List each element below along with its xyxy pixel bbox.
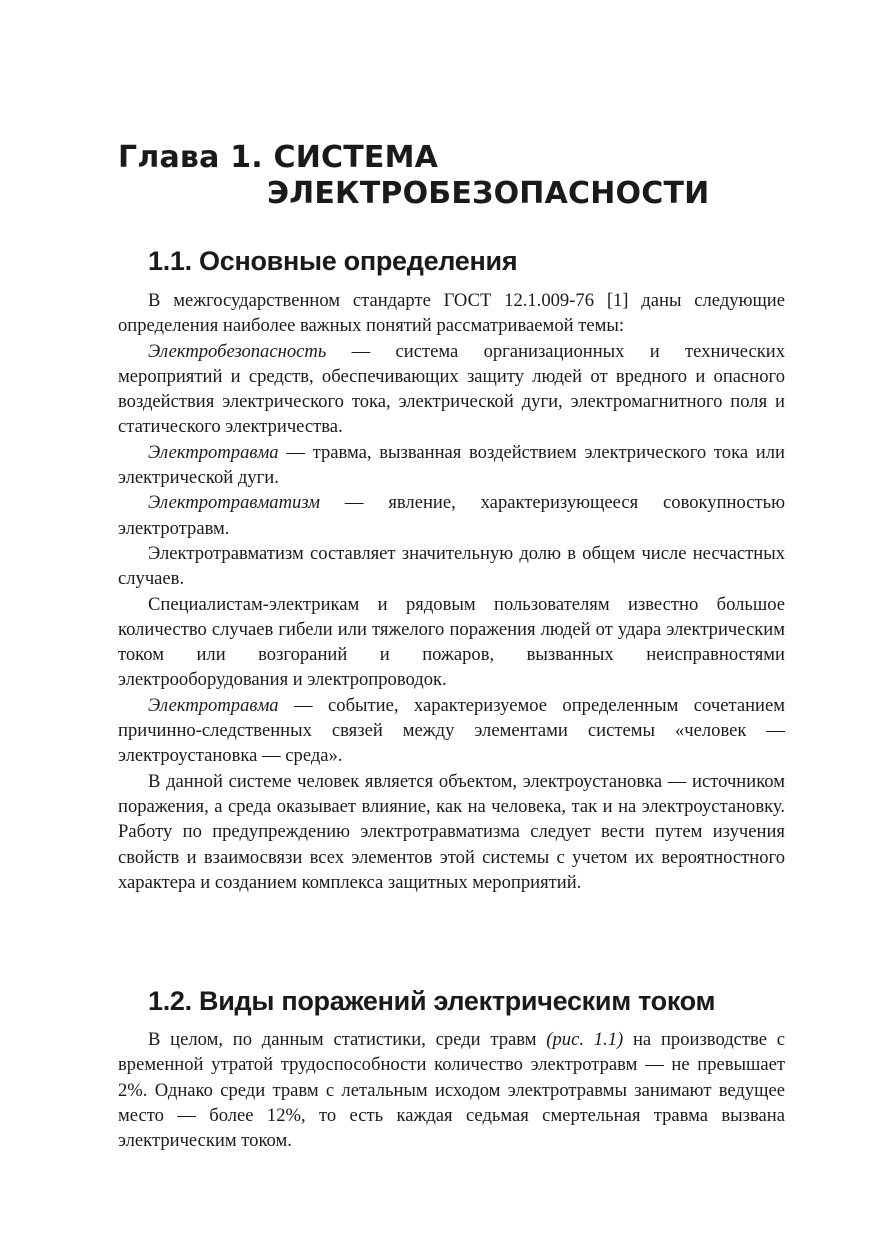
defined-term: Электротравма [148,694,279,716]
chapter-title-line-2: ЭЛЕКТРОБЕЗОПАСНОСТИ [267,176,710,211]
definition-paragraph: Электротравматизм — явление, характеризующееся совокупностью электротравм. [118,492,785,539]
definition-paragraph: Электротравма — событие, характеризуемое определенным сочетанием причинно-следственных связей между элементами системы «человек — электроустановка — среда». [118,694,785,767]
paragraph: В межгосударственном стандарте ГОСТ 12.1.009-76 [1] даны следующие определения наиболее важных понятий рассматриваемой темы: [118,290,785,337]
definition-paragraph: Электробезопасность — система организационных и технических мероприятий и средств, обеспечивающих защиту людей от вредного и опасного воздействия электрического тока, электрической дуги, электромагнитного поля и статического электричества. [118,340,785,438]
section-2-heading: 1.2. Виды поражений электрическим током [148,986,716,1016]
defined-term: Электротравма [148,441,279,463]
definition-paragraph: Электротравма — травма, вызванная воздействием электрического тока или электрической дуги. [118,441,785,489]
paragraph: Электротравматизм составляет значительную долю в общем числе несчастных случаев. [118,542,785,590]
paragraph: В целом, по данным статистики, среди травм (рис. 1.1) на производстве с временной утратой трудоспособности количество электротравм — не превышает 2%. Однако среди травм с летальным исходом электротравмы занимают ведущее место — более 12%, то есть каждая седьмая смертельная травма вызвана электрическим током. [118,1029,785,1152]
figure-reference: (рис. 1.1) [546,1029,624,1050]
defined-term: Электротравматизм [148,492,320,514]
section-1-heading: 1.1. Основные определения [148,246,518,276]
defined-term: Электробезопасность [148,340,327,362]
paragraph: В данной системе человек является объектом, электроустановка — источником поражения, а среда оказывает влияние, как на человека, так и на электроустановку. Работу по предупреждению электротравматизма следует вести путем изучения свойств и взаимосвязи всех элементов этой системы с учетом их вероятностного характера и созданием комплекса защитных мероприятий. [118,770,785,893]
section-1-body [118,288,785,895]
section-2-body [118,1027,785,1153]
chapter-title [118,140,709,212]
paragraph: Специалистам-электрикам и рядовым пользователям известно большое количество случаев гибели или тяжелого поражения людей от удара электрическим током или возгораний и пожаров, вызванных неисправностями электрооборудования и электропроводок. [118,593,785,691]
chapter-title-line-1: Глава 1. СИСТЕМА [118,140,439,175]
